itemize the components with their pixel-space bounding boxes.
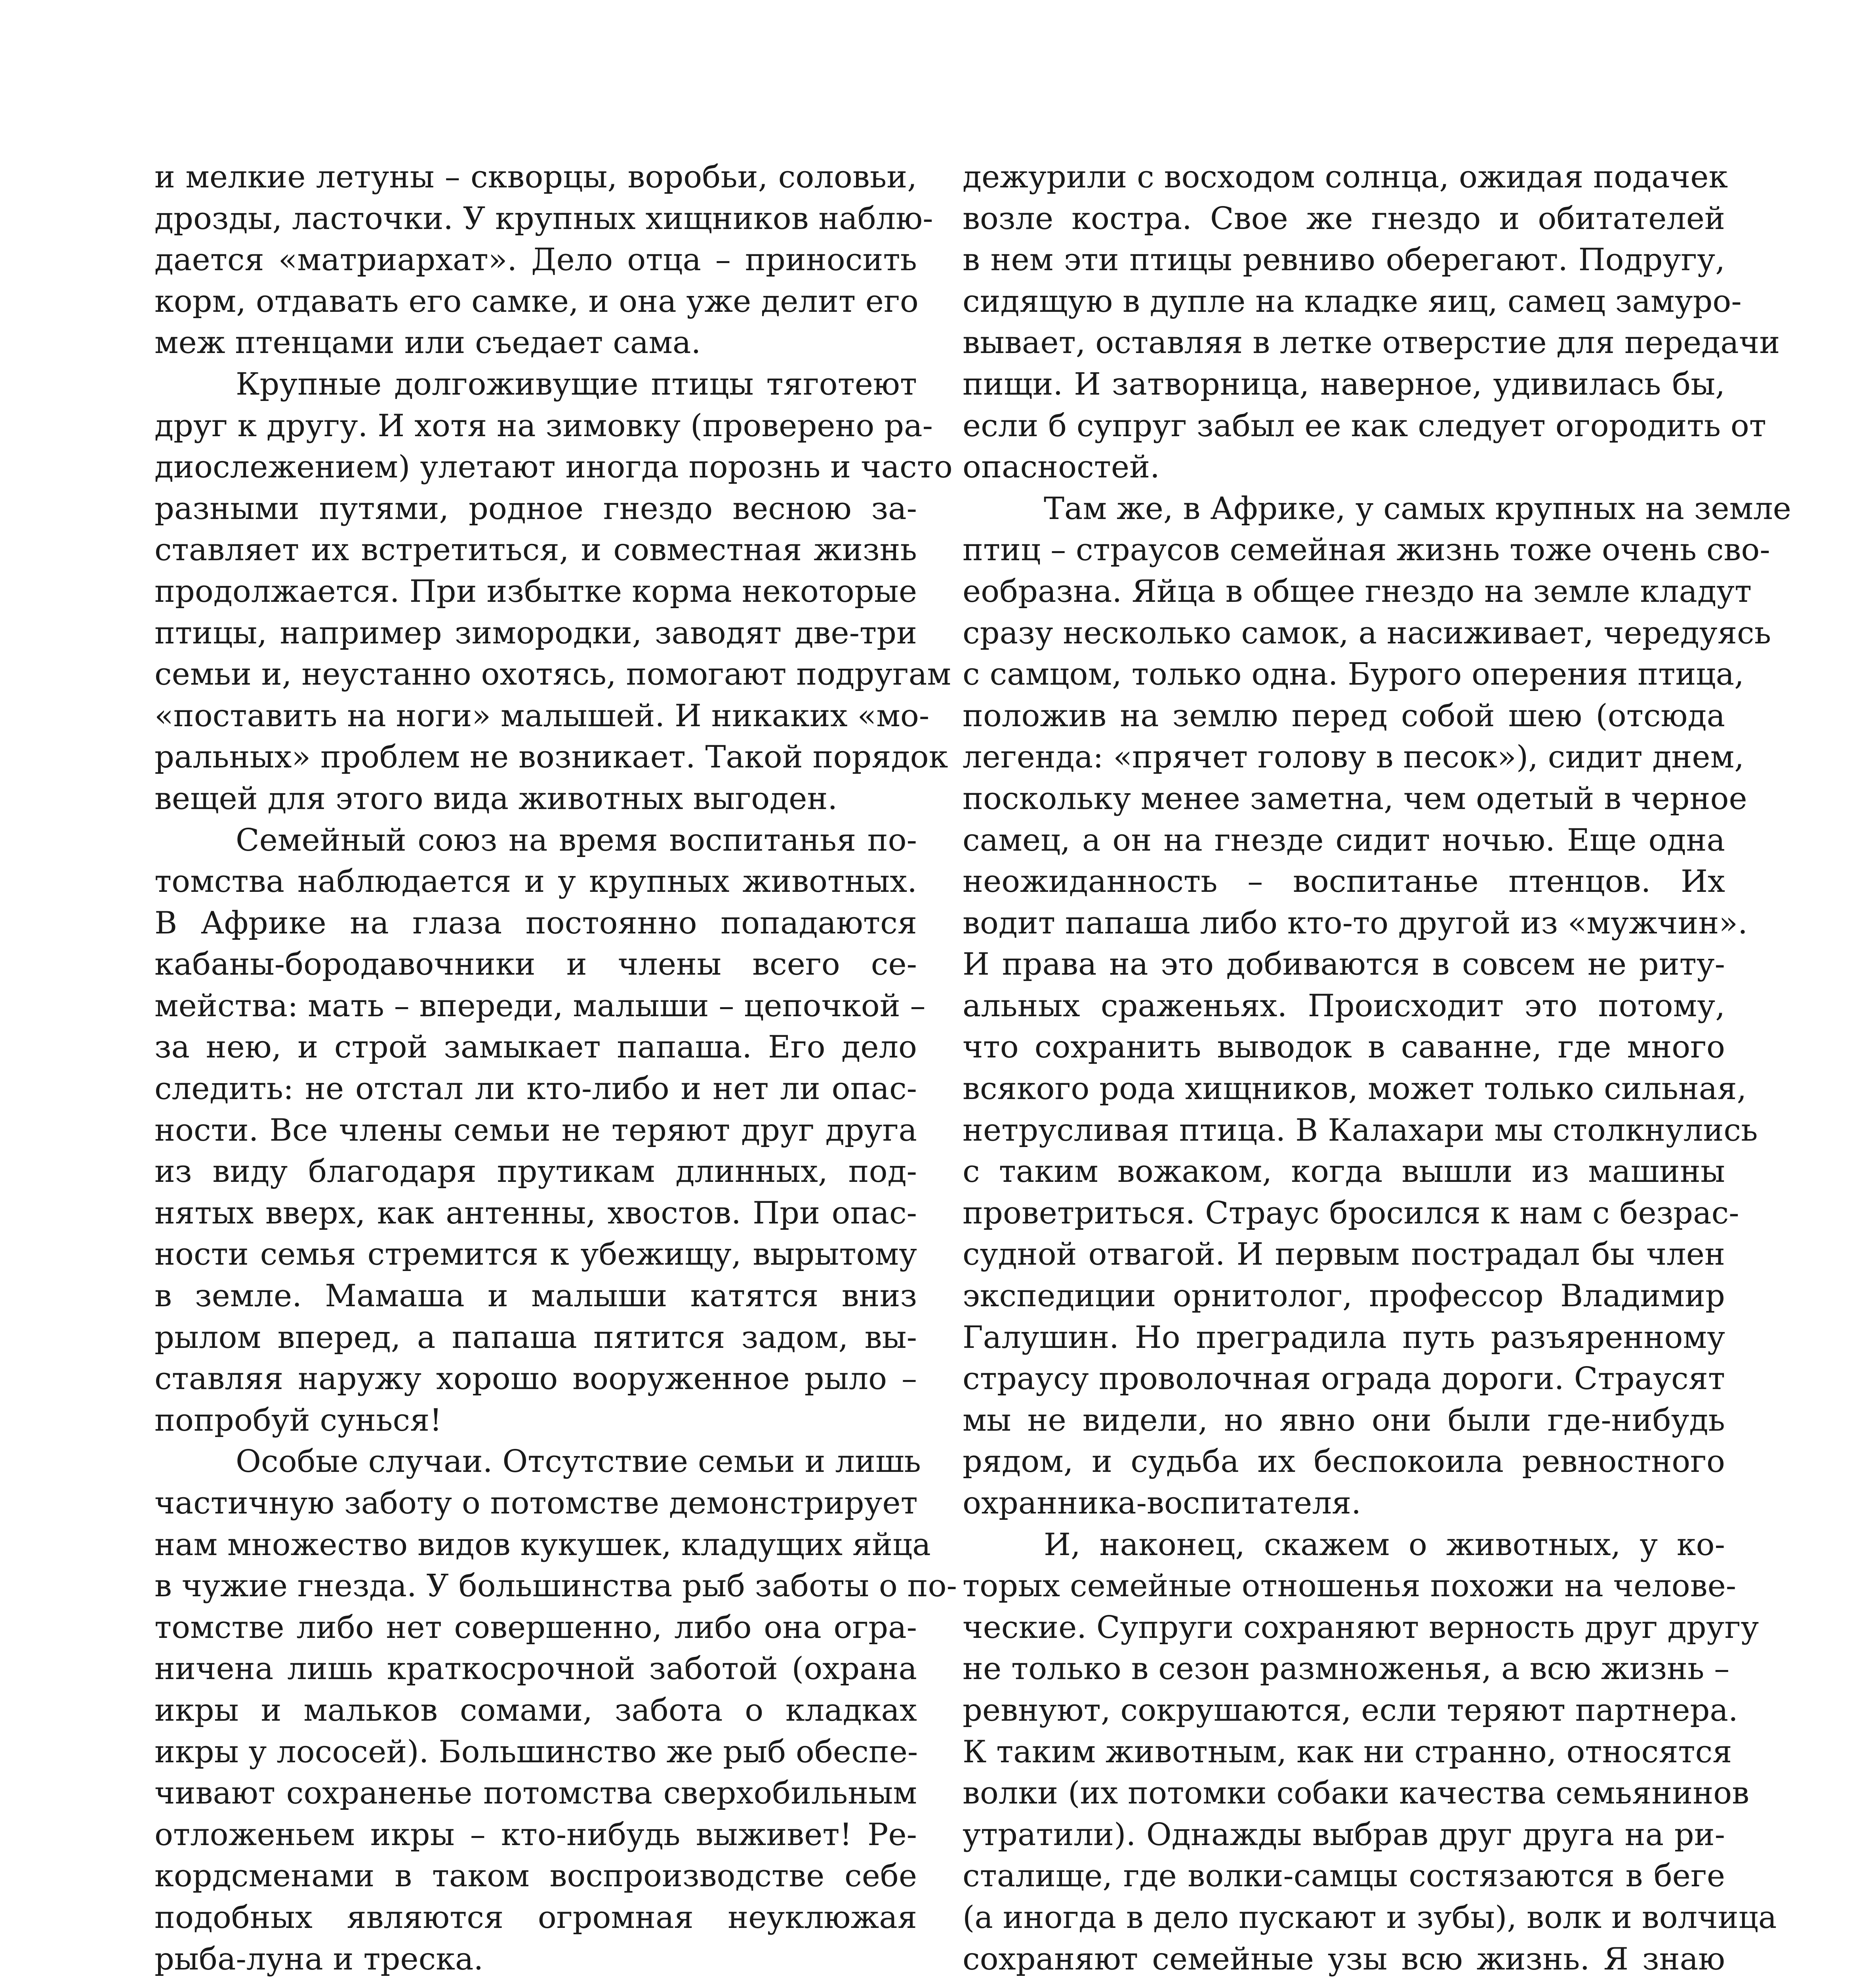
text-line: нятых вверх, как антенны, хвостов. При опас- [154,1195,917,1231]
text-line: если б супруг забыл ее как следует огородить от [963,408,1766,444]
text-line: в нем эти птицы ревниво оберегают. Подругу, [963,242,1725,278]
text-line: рылом вперед, а папаша пятится задом, вы- [154,1319,917,1355]
text-line: следить: не отстал ли кто-либо и нет ли опас- [154,1071,917,1107]
text-line: И, наконец, скажем о животных, у ко- [1044,1527,1725,1563]
text-line: Там же, в Африке, у самых крупных на земле [1044,490,1791,527]
text-line: ческие. Супруги сохраняют верность друг другу [963,1609,1759,1645]
text-line: друг к другу. И хотя на зимовку (проверено ра- [154,408,933,444]
text-line: птицы, например зимородки, заводят две-три [154,615,917,651]
text-line: за нею, и строй замыкает папаша. Его дело [154,1029,917,1065]
text-line: из виду благодаря прутикам длинных, под- [154,1154,917,1190]
text-line: разными путями, родное гнездо весною за- [154,490,917,527]
text-line: подобных являются огромная неуклюжая [154,1899,917,1935]
text-line: ставляет их встретиться, и совместная жизнь [154,532,917,568]
text-line: отложеньем икры – кто-нибудь выживет! Ре- [154,1817,917,1853]
text-line: ничена лишь краткосрочной заботой (охрана [154,1651,917,1687]
text-line: водит папаша либо кто-то другой из «мужчин». [963,905,1748,941]
text-line: самец, а он на гнезде сидит ночью. Еще одна [963,822,1725,858]
text-line: альных сраженьях. Происходит это потому, [963,988,1725,1024]
text-line: поскольку менее заметна, чем одетый в черное [963,781,1747,817]
text-line: В Африке на глаза постоянно попадаются [154,905,917,941]
text-line: еобразна. Яйца в общее гнездо на земле кладут [963,573,1752,609]
text-line: проветриться. Страус бросился к нам с безрас- [963,1195,1739,1231]
text-line: ревнуют, сокрушаются, если теряют партнера. [963,1692,1738,1728]
text-line: вывает, оставляя в летке отверстие для передачи [963,325,1780,361]
text-line: сохраняют семейные узы всю жизнь. Я знаю [963,1941,1725,1977]
text-line: Особые случаи. Отсутствие семьи и лишь [236,1444,921,1480]
text-line: птиц – страусов семейная жизнь тоже очень сво- [963,532,1770,568]
text-line: торых семейные отношенья похожи на челове- [963,1568,1737,1604]
text-line: икры и мальков сомами, забота о кладках [154,1692,917,1728]
text-line: возле костра. Свое же гнездо и обитателей [963,200,1725,237]
text-line: страусу проволочная ограда дороги. Страусят [963,1361,1725,1397]
text-line: дежурили с восходом солнца, ожидая подачек [963,159,1728,195]
text-line: чивают сохраненье потомства сверхобильным [154,1775,917,1811]
text-line: продолжается. При избытке корма некоторые [154,573,917,609]
text-line: Крупные долгоживущие птицы тяготеют [236,366,917,402]
text-line: рядом, и судьба их беспокоила ревностного [963,1444,1725,1480]
text-line: меж птенцами или съедает сама. [154,325,701,361]
text-line: утратили). Однажды выбрав друг друга на ри- [963,1817,1725,1853]
text-line: опасностей. [963,449,1160,485]
text-line: частичную заботу о потомстве демонстрирует [154,1485,918,1521]
text-line: сразу несколько самок, а насиживает, чередуясь [963,615,1771,651]
text-line: в чужие гнезда. У большинства рыб заботы о по- [154,1568,957,1604]
text-line: мы не видели, но явно они были где-нибудь [963,1402,1725,1438]
text-line: И права на это добиваются в совсем не риту- [963,947,1725,983]
text-line: рыба-луна и треска. [154,1941,484,1977]
text-line: ности семья стремится к убежищу, вырытому [154,1237,917,1273]
text-line: с таким вожаком, когда вышли из машины [963,1154,1725,1190]
text-line: семьи и, неустанно охотясь, помогают подругам [154,657,951,693]
text-line: легенда: «прячет голову в песок»), сидит днем, [963,739,1744,775]
text-line: К таким животным, как ни странно, относятся [963,1734,1732,1770]
text-line: томстве либо нет совершенно, либо она огра- [154,1609,917,1645]
text-line: в земле. Мамаша и малыши катятся вниз [154,1278,917,1314]
text-line: ральных» проблем не возникает. Такой порядок [154,739,948,775]
text-line: сидящую в дупле на кладке яиц, самец замуро- [963,283,1742,319]
text-line: с самцом, только одна. Бурого оперения птица, [963,657,1744,693]
text-line: пищи. И затворница, наверное, удивилась бы, [963,366,1725,402]
text-line: и мелкие летуны – скворцы, воробьи, соловьи, [154,159,917,195]
text-line: положив на землю перед собой шею (отсюда [963,698,1725,734]
right-text-column [963,156,1791,1981]
text-line: дается «матриархат». Дело отца – приносить [154,242,917,278]
text-line: не только в сезон размноженья, а всю жизнь – [963,1651,1730,1687]
text-line: (а иногда в дело пускают и зубы), волк и волчица [963,1899,1777,1935]
text-line: корм, отдавать его самке, и она уже делит его [154,283,919,319]
text-line: диослежением) улетают иногда порознь и часто [154,449,953,485]
text-line: сталище, где волки-самцы состязаются в беге [963,1858,1725,1894]
text-line: экспедиции орнитолог, профессор Владимир [963,1278,1725,1314]
text-line: вещей для этого вида животных выгоден. [154,781,838,817]
text-line: дрозды, ласточки. У крупных хищников наблю- [154,200,933,237]
text-line: «поставить на ноги» малышей. И никаких «мо- [154,698,930,734]
text-line: Семейный союз на время воспитанья по- [236,822,917,858]
text-line: икры у лососей). Большинство же рыб обеспе- [154,1734,918,1770]
text-line: попробуй сунься! [154,1402,442,1438]
text-line: что сохранить выводок в саванне, где много [963,1029,1725,1065]
text-line: Галушин. Но преградила путь разъяренному [963,1319,1725,1355]
text-line: охранника-воспитателя. [963,1485,1361,1521]
text-line: мейства: мать – впереди, малыши – цепочкой – [154,988,926,1024]
text-line: нетрусливая птица. В Калахари мы столкнулись [963,1112,1758,1148]
text-line: ности. Все члены семьи не теряют друг друга [154,1112,917,1148]
text-line: кордсменами в таком воспроизводстве себе [154,1858,917,1894]
text-line: всякого рода хищников, может только сильная, [963,1071,1747,1107]
text-line: волки (их потомки собаки качества семьянинов [963,1775,1750,1811]
text-line: нам множество видов кукушек, кладущих яйца [154,1527,931,1563]
text-line: судной отвагой. И первым пострадал бы член [963,1237,1725,1273]
text-line: неожиданность – воспитанье птенцов. Их [963,864,1725,900]
text-line: томства наблюдается и у крупных животных. [154,864,917,900]
left-text-column [154,156,957,1981]
text-line: кабаны-бородавочники и члены всего се- [154,947,917,983]
text-line: ставляя наружу хорошо вооруженное рыло – [154,1361,917,1397]
